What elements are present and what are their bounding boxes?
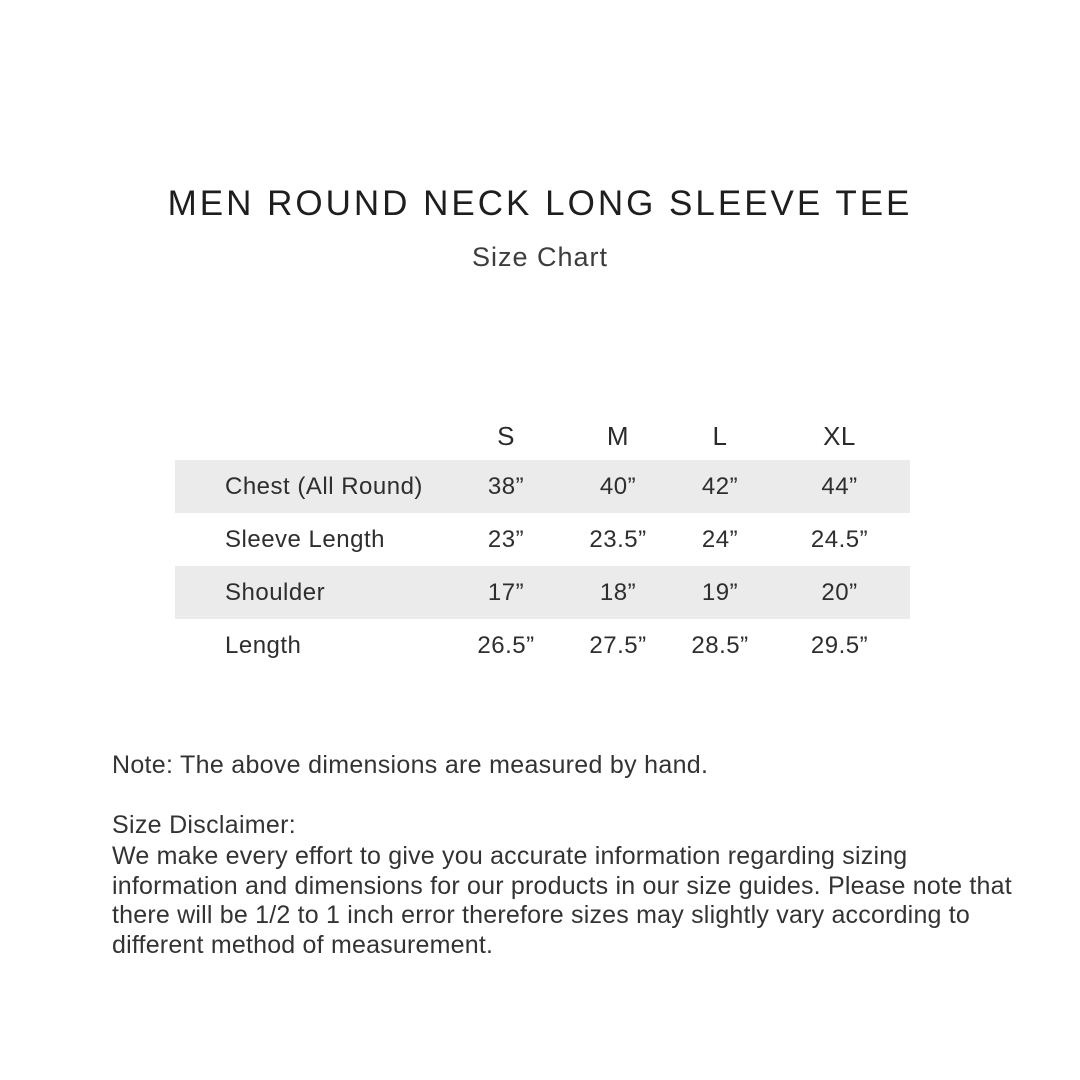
size-value-cell: 23.5” <box>589 525 647 553</box>
size-table-header-row <box>175 412 910 460</box>
disclaimer-paragraph <box>112 842 1012 960</box>
table-row-sleeve-length <box>175 513 910 566</box>
measurement-note: Note: The above dimensions are measured by hand. <box>112 751 709 779</box>
table-row-length <box>175 619 910 672</box>
size-value-cell: 18” <box>599 578 637 606</box>
page-subtitle: Size Chart <box>471 242 609 272</box>
row-label: Length <box>225 631 302 659</box>
size-value-cell: 42” <box>701 472 739 500</box>
size-value-cell: 26.5” <box>477 631 535 659</box>
size-value-cell: 20” <box>821 578 858 606</box>
disclaimer-line: different method of measurement. <box>112 930 494 959</box>
size-value-cell: 24.5” <box>810 525 869 553</box>
size-value-cell: 28.5” <box>691 631 749 659</box>
size-col-header-l: L <box>712 420 728 451</box>
disclaimer-heading: Size Disclaimer: <box>112 811 296 839</box>
size-col-header-m: M <box>606 420 630 451</box>
size-chart-table <box>175 412 910 672</box>
size-value-cell: 19” <box>701 578 739 606</box>
size-value-cell: 29.5” <box>810 631 869 659</box>
disclaimer-line: information and dimensions for our products in our size guides. Please note that <box>112 871 1012 900</box>
size-col-header-s: S <box>497 420 515 451</box>
page-title: MEN ROUND NECK LONG SLEEVE TEE <box>167 184 913 223</box>
size-value-cell: 38” <box>487 472 525 500</box>
size-value-cell: 17” <box>487 578 525 606</box>
row-label: Chest (All Round) <box>225 472 423 500</box>
row-label: Shoulder <box>225 578 326 606</box>
table-row-chest <box>175 460 910 513</box>
row-label: Sleeve Length <box>225 525 385 553</box>
size-value-cell: 24” <box>701 525 739 553</box>
size-value-cell: 27.5” <box>589 631 647 659</box>
table-row-shoulder <box>175 566 910 619</box>
disclaimer-line: We make every effort to give you accurate information regarding sizing <box>112 842 908 870</box>
disclaimer-line: there will be 1/2 to 1 inch error therefore sizes may slightly vary according to <box>112 901 971 929</box>
size-col-header-xl: XL <box>823 420 856 451</box>
size-value-cell: 44” <box>821 472 858 500</box>
size-value-cell: 40” <box>599 472 637 500</box>
size-value-cell: 23” <box>487 525 525 553</box>
